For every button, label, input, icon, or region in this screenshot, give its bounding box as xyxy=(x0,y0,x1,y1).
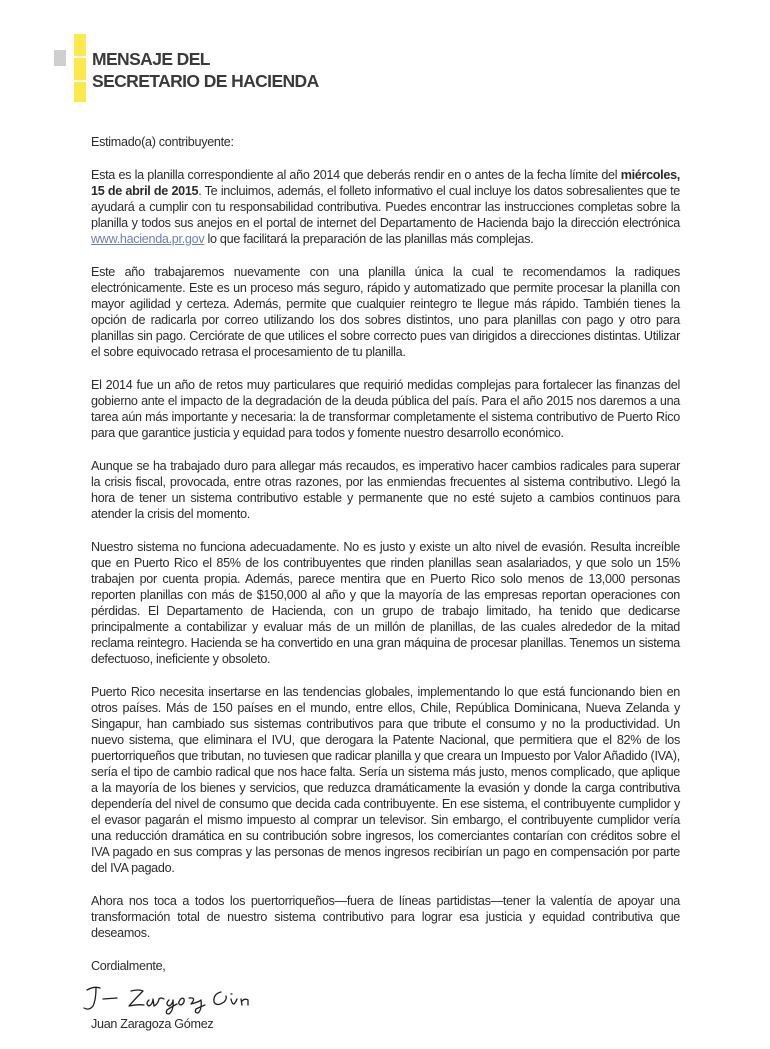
letter-paragraph-4: Aunque se ha trabajado duro para allegar más recaudos, es imperativo hacer cambios radicales para superar la crisis fiscal, provocada, entre otras razones, por las enmiendas frecuentes al sistema contributivo. Llegó la hora de tener un sistema contributivo estable y permanente que no esté sujeto a cambios continuos para atender la crisis del momento. xyxy=(91,459,680,521)
letter-body xyxy=(91,134,680,1049)
letter-paragraph-3: El 2014 fue un año de retos muy particulares que requirió medidas complejas para fortalecer las finanzas del gobierno ante el impacto de la degradación de la deuda pública del país. Para el año 2015 nos daremos a una tarea aún más importante y necesaria: la de transformar completamente el sistema contributivo de Puerto Rico para que garantice justicia y equidad para todos y fomente nuestro desarrollo económico. xyxy=(91,378,680,440)
letter-paragraph-2: Este año trabajaremos nuevamente con una planilla única la cual te recomendamos la radiques electrónicamente. Este es un proceso más seguro, rápido y automatizado que permite procesar la planilla con mayor agilidad y certeza. Además, permite que cualquier reintegro te llegue más rápido. También tienes la opción de radicarla por correo utilizando los dos sobres distintos, uno para planillas con pago y otro para planillas sin pago. Cerciórate de que utilices el sobre correcto pues van dirigidos a direcciones distintas. Utilizar el sobre equivocado retrasa el procesamiento de tu planilla. xyxy=(91,265,680,359)
paragraph-1-text-before-date: Esta es la planilla correspondiente al año 2014 que deberás rendir en o antes de la fecha límite del xyxy=(91,168,621,182)
letter-greeting: Estimado(a) contribuyente: xyxy=(91,135,234,149)
header-gray-square xyxy=(54,50,66,66)
filing-deadline-date: miércoles, 15 de abril de 2015 xyxy=(91,168,680,198)
header-yellow-bar-bottom xyxy=(74,82,86,102)
letter-paragraph-7: Ahora nos toca a todos los puertorriqueños—fuera de líneas partidistas—tener la valentía de apoyar una transformación total de nuestro sistema contributivo para lograr esa justicia y equidad contributiva que deseamos. xyxy=(91,894,680,940)
page-title xyxy=(92,48,319,92)
paragraph-1-text-after-link: lo que facilitará la preparación de las planillas más complejas. xyxy=(204,232,534,246)
paragraph-1-text-after-date: . Te incluimos, además, el folleto informativo el cual incluye los datos sobresalientes que te ayudará a cumplir con tu responsabilidad contributiva. Puedes encontrar las instrucciones completas sobre la planilla y todos sus anejos en el portal de internet del Departamento de Hacienda bajo la dirección electrónica xyxy=(91,184,680,230)
signer-name: Juan Zaragoza Gómez xyxy=(91,1017,214,1031)
header-yellow-bar-middle xyxy=(74,58,86,80)
hacienda-website-link[interactable]: www.hacienda.pr.gov xyxy=(91,232,205,246)
letter-closing: Cordialmente, xyxy=(91,959,166,973)
handwritten-signature xyxy=(81,980,271,1016)
page-title-line-1: MENSAJE DEL xyxy=(92,49,210,69)
page-title-line-2: SECRETARIO DE HACIENDA xyxy=(92,71,319,91)
header-yellow-bar-top xyxy=(74,34,86,56)
letter-paragraph-6: Puerto Rico necesita insertarse en las tendencias globales, implementando lo que está funcionando bien en otros países. Más de 150 países en el mundo, entre ellos, Chile, República Dominicana, Nueva Zelanda y Singapur, han cambiado sus sistemas contributivos para que tribute el consumo y no la productividad. Un nuevo sistema, que eliminara el IVU, que derogara la Patente Nacional, que permitiera que el 82% de los puertorriqueños que tributan, no tuviesen que radicar planilla y que creara un Impuesto por Valor Añadido (IVA), sería el tipo de cambio radical que nos hace falta. Sería un sistema más justo, menos complicado, que aplique a la mayoría de los bienes y servicios, que reduzca dramáticamente la evasión y donde la carga contributiva dependería del nivel de consumo que decida cada contribuyente. En ese sistema, el contribuyente cumplidor y el evasor pagarán el mismo impuesto al comprar un televisor. Sin embargo, el contribuyente cumplidor vería una reducción dramática en su contribución sobre ingresos, los comerciantes contarían con créditos sobre el IVA pagado en sus compras y las personas de menos ingresos recibirían un pago en compensación por parte del IVA pagado. xyxy=(91,685,680,875)
letter-paragraph-1 xyxy=(91,167,680,247)
letter-paragraph-5: Nuestro sistema no funciona adecuadamente. No es justo y existe un alto nivel de evasión. Resulta increíble que en Puerto Rico el 85% de los contribuyentes que rinden planillas sean asalariados, y que solo un 15% trabajen por cuenta propia. Además, parece mentira que en Puerto Rico solo menos de 13,000 personas reporten planillas con más de $150,000 al año y que la mayoría de las empresas reportan operaciones con pérdidas. El Departamento de Hacienda, con un grupo de trabajo limitado, ha tenido que dedicarse principalmente a contabilizar y evaluar más de un millón de planillas, de las cuales alrededor de la mitad reclama reintegro. Hacienda se ha convertido en una gran máquina de procesar planillas. Tenemos un sistema defectuoso, ineficiente y obsoleto. xyxy=(91,540,680,666)
